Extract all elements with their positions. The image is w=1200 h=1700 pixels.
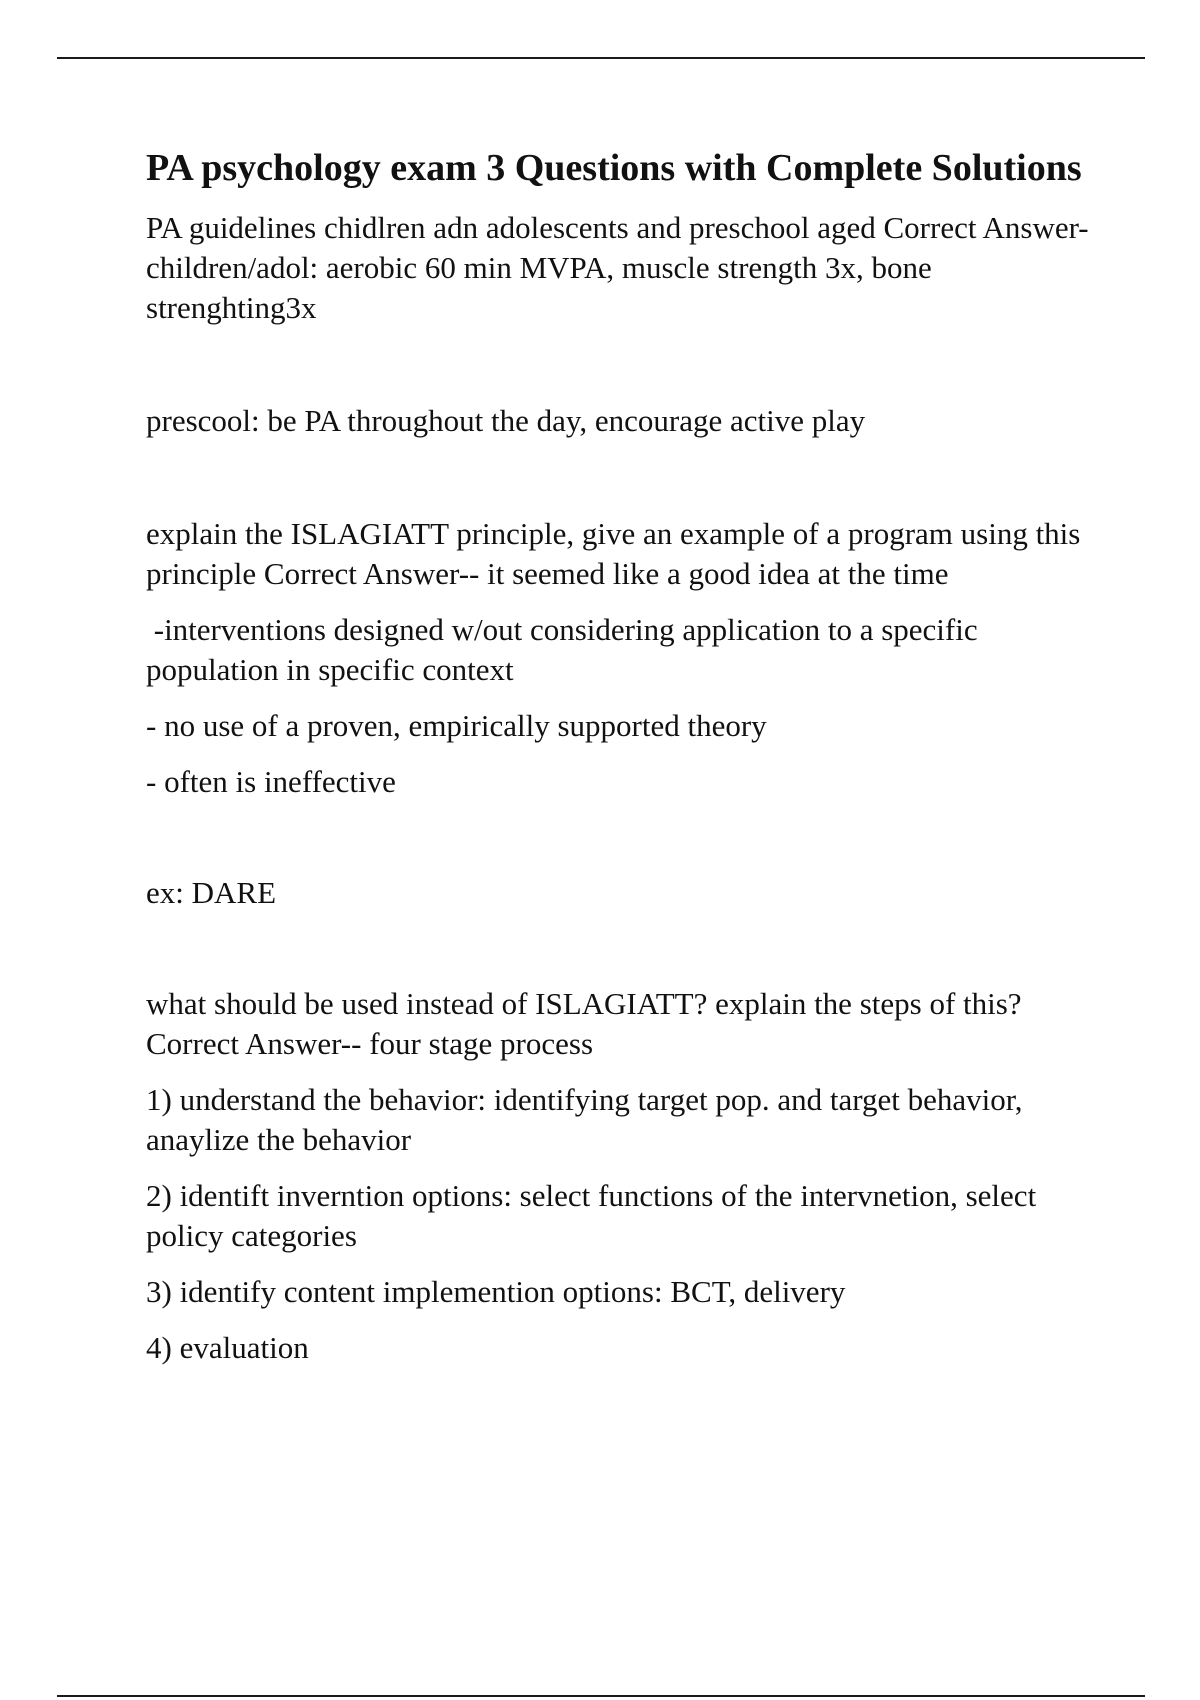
paragraph-step-1: 1) understand the behavior: identifying target pop. and target behavior, anaylize the behavior — [146, 1082, 1023, 1157]
paragraph-ineffective: - often is ineffective — [146, 764, 396, 799]
paragraph-step-2: 2) identift inverntion options: select functions of the intervnetion, select policy categories — [146, 1178, 1037, 1253]
paragraph-step-4: 4) evaluation — [146, 1330, 309, 1365]
footer-rule — [57, 1695, 1145, 1697]
document-title: PA psychology exam 3 Questions with Complete Solutions — [146, 147, 1082, 189]
paragraph-example-dare: ex: DARE — [146, 875, 277, 910]
document-body — [146, 143, 1091, 1368]
paragraph-islagiatt-question: explain the ISLAGIATT principle, give an example of a program using this principle Correct Answer-- it seemed like a good idea at the time — [146, 516, 1081, 591]
header-rule — [57, 57, 1145, 59]
paragraph-pa-guidelines: PA guidelines chidlren adn adolescents and preschool aged Correct Answer-children/adol: aerobic 60 min MVPA, muscle strength 3x, bone strenghting3x — [146, 210, 1089, 325]
paragraph-step-3: 3) identify content implemention options: BCT, delivery — [146, 1274, 846, 1309]
paragraph-four-stage-question: what should be used instead of ISLAGIATT? explain the steps of this? Correct Answer-- four stage process — [146, 986, 1022, 1061]
paragraph-interventions: -interventions designed w/out considering application to a specific population in specific context — [146, 612, 986, 687]
paragraph-preschool: prescool: be PA throughout the day, encourage active play — [146, 403, 866, 438]
paragraph-no-theory: - no use of a proven, empirically supported theory — [146, 708, 767, 743]
